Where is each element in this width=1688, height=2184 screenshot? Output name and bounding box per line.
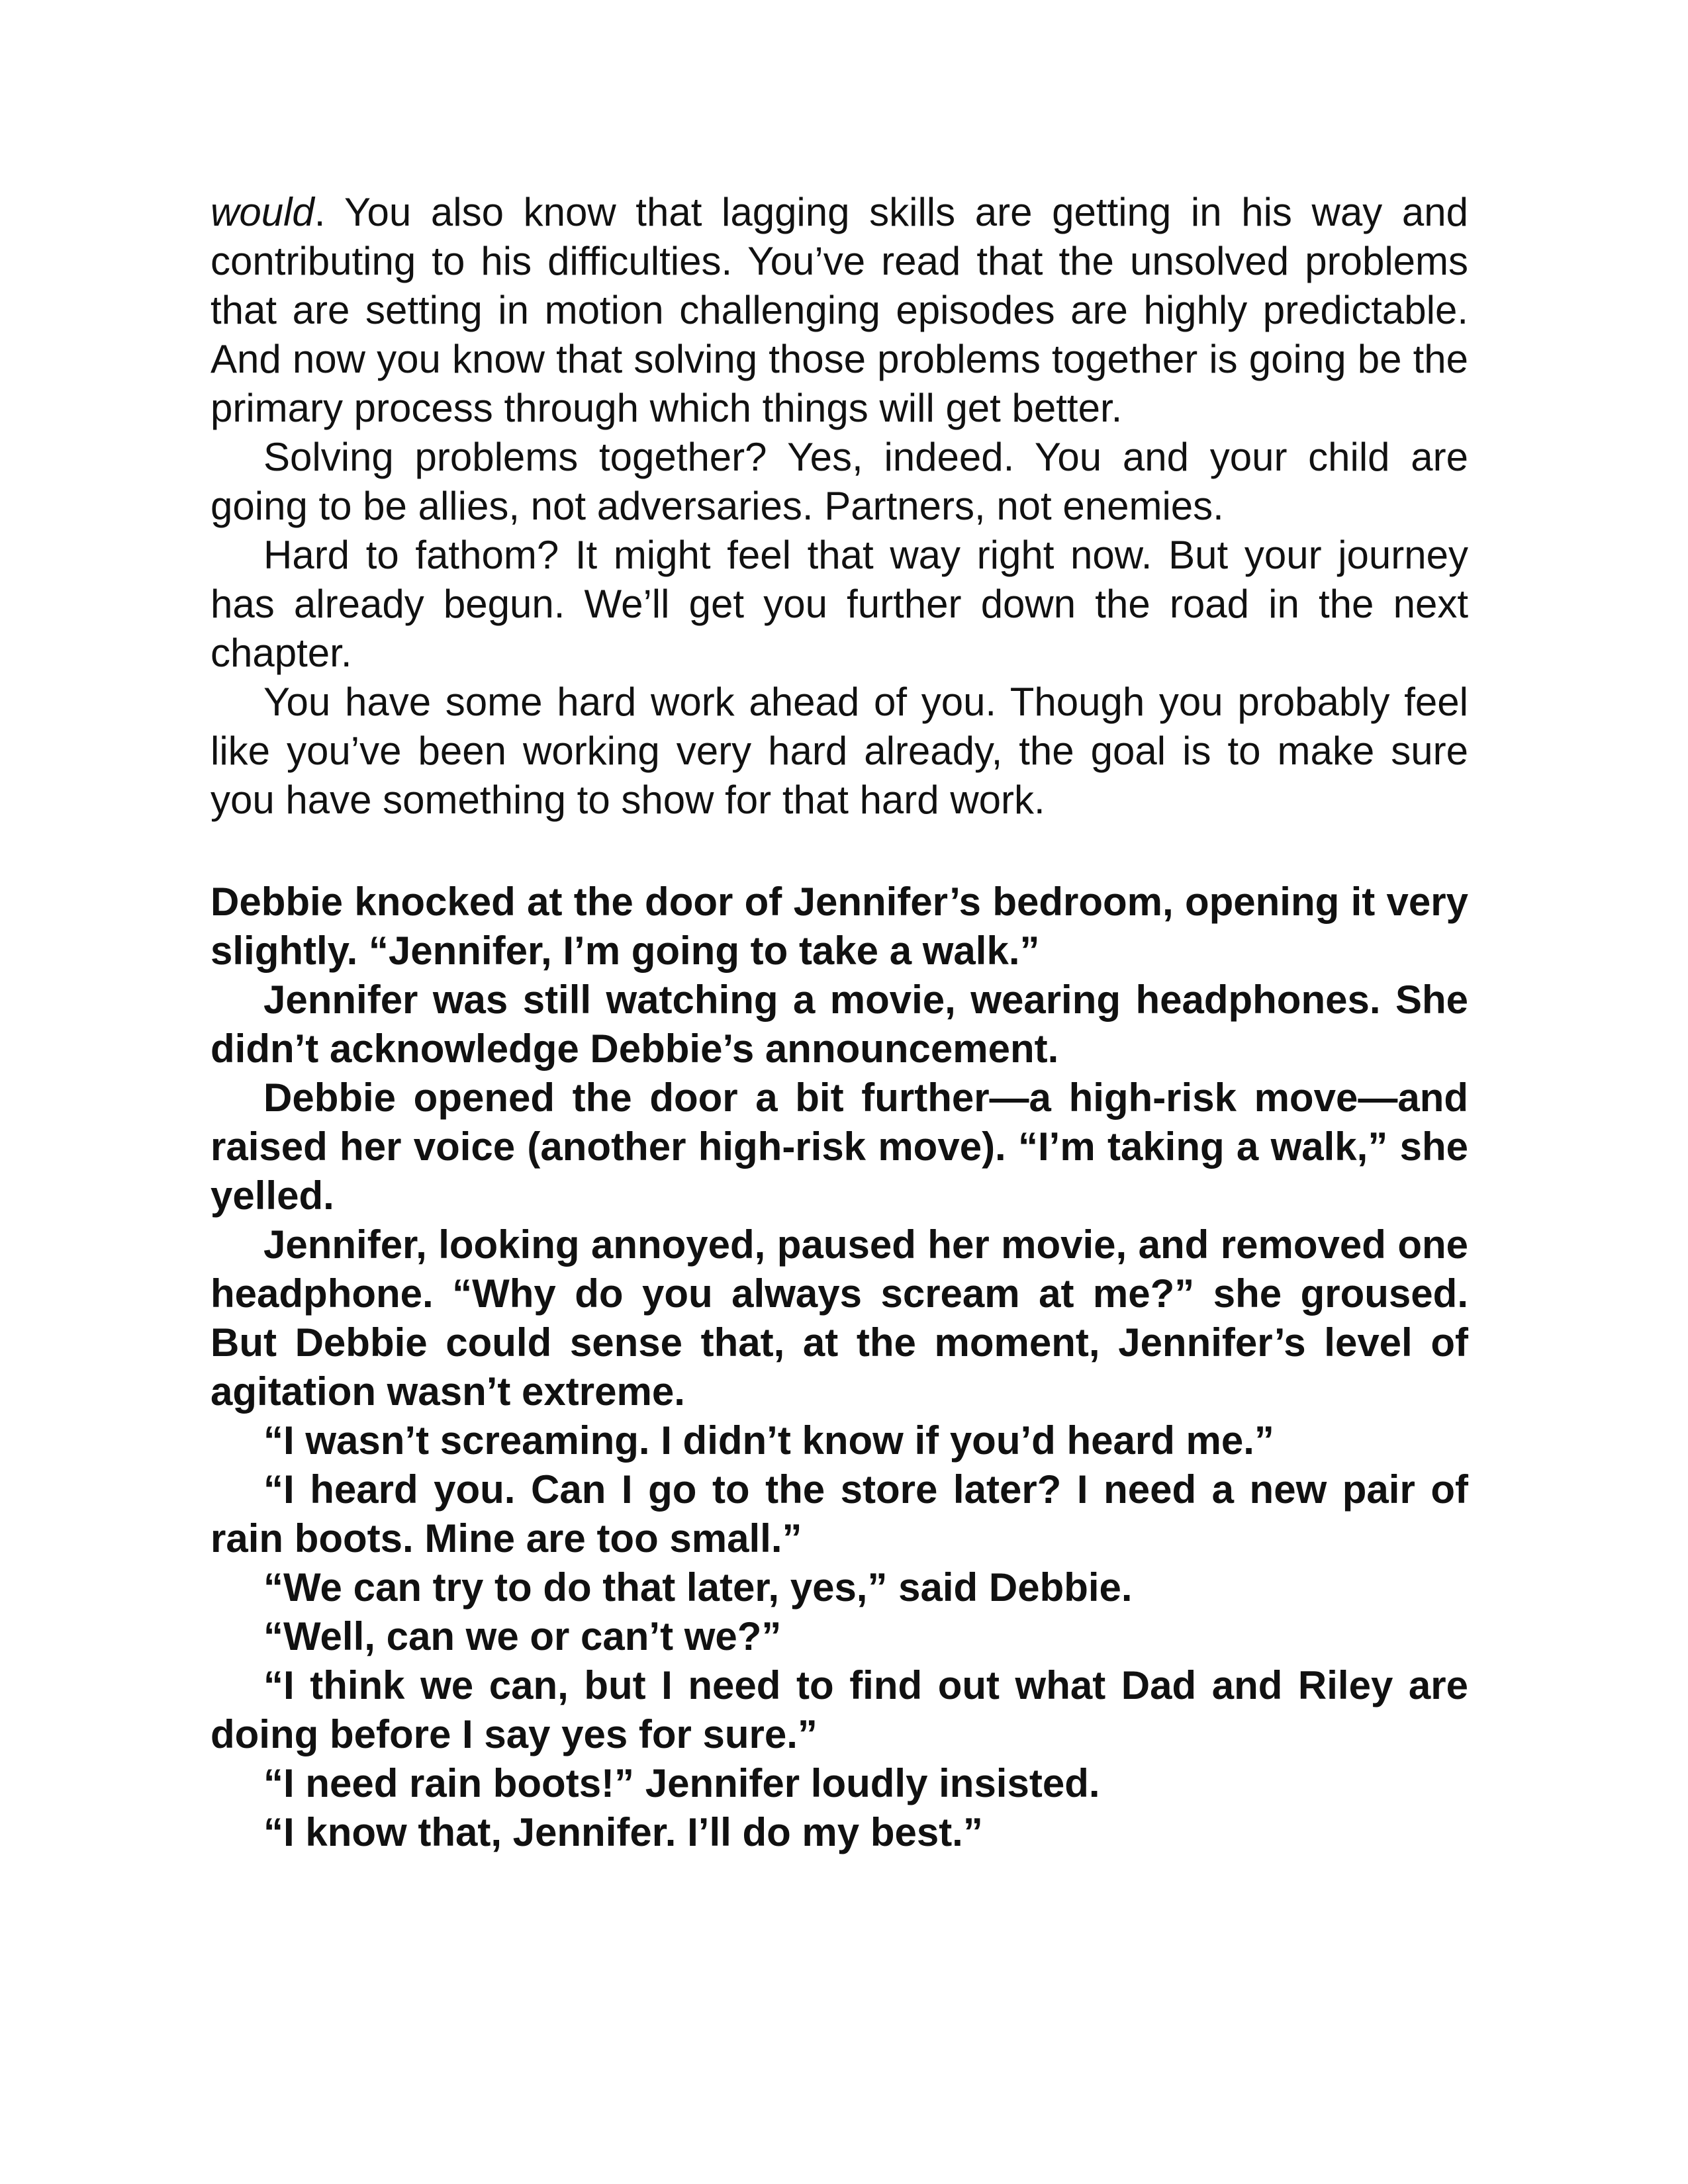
paragraph: Solving problems together? Yes, indeed. You and your child are going to be allies, not adversaries. Partners, not enemies. — [211, 435, 1468, 528]
paragraph: “Well, can we or can’t we?” — [263, 1614, 782, 1659]
paragraph: “I need rain boots!” Jennifer loudly insisted. — [263, 1761, 1100, 1805]
italic-word: would — [211, 190, 314, 234]
paragraph-text: . You also know that lagging skills are getting in his way and contributing to his difficulties. You’ve read that the unsolved problems that are setting in motion challenging episodes are highly predictable. And now you know that solving those problems together is going be the primary process through which things will get better. — [211, 190, 1468, 430]
paragraph: Debbie knocked at the door of Jennifer’s bedroom, opening it very slightly. “Jennifer, I’m going to take a walk.” — [211, 880, 1468, 973]
paragraph: “We can try to do that later, yes,” said Debbie. — [263, 1565, 1133, 1610]
paragraph: You have some hard work ahead of you. Though you probably feel like you’ve been working very hard already, the goal is to make sure you have something to show for that hard work. — [211, 680, 1468, 822]
paragraph: “I think we can, but I need to find out what Dad and Riley are doing before I say yes for sure.” — [211, 1663, 1468, 1756]
paragraph: “I wasn’t screaming. I didn’t know if you’d heard me.” — [263, 1418, 1274, 1463]
paragraph: Debbie opened the door a bit further—a high-risk move—and raised her voice (another high-risk move). “I’m taking a walk,” she yelled. — [211, 1075, 1468, 1218]
paragraph: “I heard you. Can I go to the store later? I need a new pair of rain boots. Mine are too small.” — [211, 1467, 1468, 1561]
book-page — [211, 188, 1468, 1857]
paragraph: Hard to fathom? It might feel that way right now. But your journey has already begun. We’ll get you further down the road in the next chapter. — [211, 533, 1468, 675]
paragraph: “I know that, Jennifer. I’ll do my best.” — [263, 1810, 983, 1854]
story-section — [211, 878, 1468, 1857]
paragraph — [211, 188, 1468, 433]
paragraph: Jennifer was still watching a movie, wearing headphones. She didn’t acknowledge Debbie’s announcement. — [211, 978, 1468, 1071]
section-break — [211, 825, 1468, 878]
expository-section — [211, 188, 1468, 825]
paragraph: Jennifer, looking annoyed, paused her movie, and removed one headphone. “Why do you always scream at me?” she groused. But Debbie could sense that, at the moment, Jennifer’s level of agitation wasn’t extreme. — [211, 1222, 1468, 1414]
